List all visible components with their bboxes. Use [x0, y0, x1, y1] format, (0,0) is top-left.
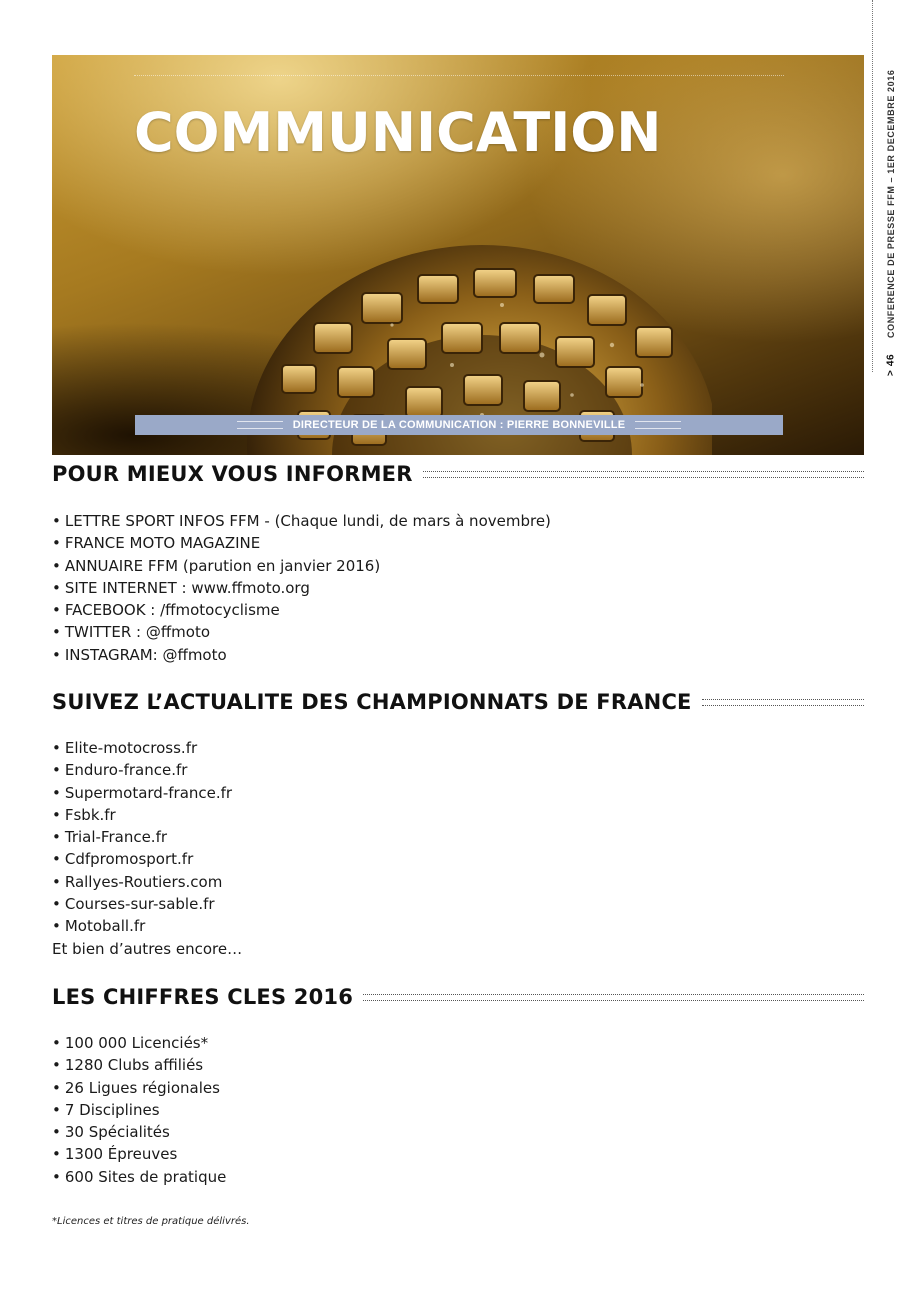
- caption-decoration-left: [237, 421, 283, 429]
- list-item: • FRANCE MOTO MAGAZINE: [52, 534, 261, 553]
- sidebar-divider: [872, 0, 873, 372]
- heading-rule: [702, 699, 864, 706]
- section-title: SUIVEZ L’ACTUALITE DES CHAMPIONNATS DE FRANCE: [52, 690, 692, 714]
- list-item: • LETTRE SPORT INFOS FFM - (Chaque lundi, de mars à novembre): [52, 512, 551, 530]
- caption-bar: [135, 415, 783, 435]
- list-item: • FACEBOOK : /ffmotocyclisme: [52, 601, 280, 620]
- footnote: *Licences et titres de pratique délivrés.: [52, 1216, 250, 1227]
- trailing-text: Et bien d’autres encore…: [52, 939, 243, 958]
- section-title: POUR MIEUX VOUS INFORMER: [52, 462, 413, 486]
- list-item: • Elite-motocross.fr: [52, 739, 198, 757]
- championship-sites-list: [52, 737, 242, 960]
- list-item: • Rallyes-Routiers.com: [52, 872, 223, 891]
- list-item: • INSTAGRAM: @ffmoto: [52, 645, 227, 664]
- heading-rule: [363, 994, 864, 1001]
- page-number: > 46: [885, 353, 897, 376]
- section-heading-informer: [52, 462, 864, 486]
- hero-title: COMMUNICATION: [134, 101, 662, 164]
- list-item: • Trial-France.fr: [52, 828, 168, 847]
- list-item: • Cdfpromosport.fr: [52, 850, 194, 869]
- list-item: • 1280 Clubs affiliés: [52, 1056, 204, 1075]
- section-heading-chiffres: [52, 985, 864, 1009]
- section-title: LES CHIFFRES CLES 2016: [52, 985, 354, 1009]
- list-item: • Motoball.fr: [52, 917, 146, 936]
- list-item: • 1300 Épreuves: [52, 1145, 178, 1164]
- hero-banner: [52, 55, 864, 455]
- list-item: • 7 Disciplines: [52, 1100, 160, 1119]
- info-list: [52, 510, 551, 666]
- list-item: • Supermotard-france.fr: [52, 783, 233, 802]
- list-item: • SITE INTERNET : www.ffmoto.org: [52, 578, 310, 597]
- caption-text: DIRECTEUR DE LA COMMUNICATION : PIERRE BONNEVILLE: [292, 419, 626, 431]
- list-item: • ANNUAIRE FFM (parution en janvier 2016): [52, 556, 381, 575]
- list-item: • Enduro-france.fr: [52, 761, 188, 780]
- running-title: CONFERENCE DE PRESSE FFM – 1ER DECEMBRE 2016: [886, 69, 896, 338]
- list-item: • Courses-sur-sable.fr: [52, 895, 215, 914]
- running-header: [884, 46, 898, 376]
- list-item: • 600 Sites de pratique: [52, 1167, 227, 1186]
- list-item: • Fsbk.fr: [52, 805, 116, 824]
- section-heading-championnats: [52, 690, 864, 714]
- caption-decoration-right: [635, 421, 681, 429]
- list-item: • 30 Spécialités: [52, 1123, 170, 1142]
- list-item: • TWITTER : @ffmoto: [52, 623, 211, 642]
- key-figures-list: [52, 1032, 226, 1188]
- heading-rule: [423, 471, 864, 478]
- list-item: • 26 Ligues régionales: [52, 1078, 220, 1097]
- list-item: • 100 000 Licenciés*: [52, 1034, 209, 1052]
- hero-dotted-rule: [134, 75, 784, 76]
